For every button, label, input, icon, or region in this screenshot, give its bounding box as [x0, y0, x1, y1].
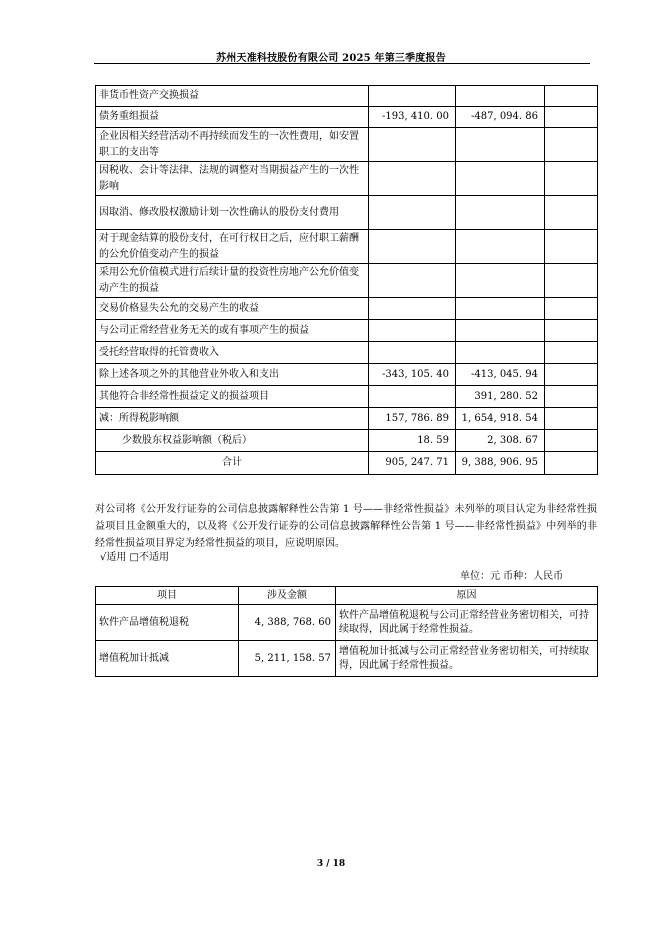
row-note — [545, 320, 598, 342]
row-note — [545, 430, 598, 452]
non-recurring-gains-table — [95, 85, 598, 475]
row-item: 非货币性资产交换损益 — [96, 86, 369, 107]
explanation-paragraph: 对公司将《公开发行证券的公司信息披露解释性公告第 1 号——非经常性损益》未列举的项目认定为非经常性损益项目且金额重大的，以及将《公开发行证券的公司信息披露解释性公告第 1 号——非经常性损益》中列举的非经常性损益项目界定为经常性损益的项目，应说明原因。 — [95, 504, 597, 549]
table-row — [96, 107, 598, 128]
row-value-ytd — [456, 230, 545, 264]
row-value-ytd — [456, 128, 545, 162]
table-row — [96, 430, 598, 452]
row-value-current: 157, 786. 89 — [369, 408, 456, 430]
table-row — [96, 128, 598, 162]
row-note — [545, 342, 598, 364]
header-reason: 原因 — [336, 587, 598, 605]
total-label: 合计 — [96, 452, 369, 475]
row-item: 除上述各项之外的其他营业外收入和支出 — [96, 364, 369, 386]
table-row — [96, 641, 598, 677]
row-item: 受托经营取得的托管费收入 — [96, 342, 369, 364]
row-value-ytd — [456, 86, 545, 107]
row-value-ytd — [456, 298, 545, 320]
row-amount: 4, 388, 768. 60 — [239, 605, 336, 641]
row-note — [545, 196, 598, 230]
table-header-row — [96, 587, 598, 605]
recurring-classification-table — [95, 586, 598, 677]
row-note — [545, 230, 598, 264]
row-value-ytd: -487, 094. 86 — [456, 107, 545, 128]
row-note — [545, 86, 598, 107]
row-note — [545, 264, 598, 298]
row-note — [545, 298, 598, 320]
row-value-ytd: -413, 045. 94 — [456, 364, 545, 386]
table-row — [96, 162, 598, 196]
row-note — [545, 386, 598, 408]
row-value-ytd — [456, 162, 545, 196]
row-value-current — [369, 230, 456, 264]
row-item: 其他符合非经常性损益定义的损益项目 — [96, 386, 369, 408]
row-item: 企业因相关经营活动不再持续而发生的一次性费用，如安置职工的支出等 — [96, 128, 369, 162]
row-item: 交易价格显失公允的交易产生的收益 — [96, 298, 369, 320]
table-row — [96, 230, 598, 264]
total-value-current: 905, 247. 71 — [369, 452, 456, 475]
row-value-current — [369, 162, 456, 196]
row-item: 增值税加计抵减 — [96, 641, 239, 677]
table-row — [96, 342, 598, 364]
row-value-current: -193, 410. 00 — [369, 107, 456, 128]
page-number: 3 / 18 — [316, 859, 346, 869]
row-value-current — [369, 128, 456, 162]
total-row — [96, 452, 598, 475]
table-row — [96, 264, 598, 298]
row-item: 债务重组损益 — [96, 107, 369, 128]
row-item: 减：所得税影响额 — [96, 408, 369, 430]
row-item: 与公司正常经营业务无关的或有事项产生的损益 — [96, 320, 369, 342]
row-value-current — [369, 320, 456, 342]
row-value-ytd — [456, 320, 545, 342]
row-value-current — [369, 86, 456, 107]
row-value-ytd: 1, 654, 918. 54 — [456, 408, 545, 430]
table-row — [96, 364, 598, 386]
row-value-current: 18. 59 — [369, 430, 456, 452]
row-item: 因取消、修改股权激励计划一次性确认的股份支付费用 — [96, 196, 369, 230]
row-note — [545, 162, 598, 196]
total-value-ytd: 9, 388, 906. 95 — [456, 452, 545, 475]
row-reason: 增值税加计抵减与公司正常经营业务密切相关，可持续取得，因此属于经常性损益。 — [336, 641, 598, 677]
row-amount: 5, 211, 158. 57 — [239, 641, 336, 677]
row-note — [545, 452, 598, 475]
row-item: 采用公允价值模式进行后续计量的投资性房地产公允价值变动产生的损益 — [96, 264, 369, 298]
table-row — [96, 605, 598, 641]
row-value-ytd: 391, 280. 52 — [456, 386, 545, 408]
row-value-current — [369, 386, 456, 408]
row-item: 因税收、会计等法律、法规的调整对当期损益产生的一次性影响 — [96, 162, 369, 196]
row-reason: 软件产品增值税退税与公司正常经营业务密切相关，可持续取得，因此属于经常性损益。 — [336, 605, 598, 641]
row-value-current — [369, 342, 456, 364]
row-note — [545, 364, 598, 386]
row-value-ytd: 2, 308. 67 — [456, 430, 545, 452]
report-header-title: 苏州天准科技股份有限公司 2025 年第三季度报告 — [216, 53, 446, 64]
table-row — [96, 320, 598, 342]
table-row — [96, 386, 598, 408]
header-amount: 涉及金额 — [239, 587, 336, 605]
row-value-current: -343, 105. 40 — [369, 364, 456, 386]
row-value-current — [369, 196, 456, 230]
table-row — [96, 298, 598, 320]
table-row — [96, 196, 598, 230]
header-divider — [94, 63, 590, 64]
table-row — [96, 408, 598, 430]
applicable-indicator: √适用 □不适用 — [100, 552, 169, 563]
row-note — [545, 408, 598, 430]
row-note — [545, 128, 598, 162]
row-value-current — [369, 264, 456, 298]
header-item: 项目 — [96, 587, 239, 605]
row-item: 少数股东权益影响额（税后） — [96, 430, 369, 452]
row-value-ytd — [456, 264, 545, 298]
row-note — [545, 107, 598, 128]
row-value-current — [369, 298, 456, 320]
row-value-ytd — [456, 342, 545, 364]
table-row — [96, 86, 598, 107]
row-item: 对于现金结算的股份支付，在可行权日之后，应付职工薪酬的公允价值变动产生的损益 — [96, 230, 369, 264]
row-value-ytd — [456, 196, 545, 230]
row-item: 软件产品增值税退税 — [96, 605, 239, 641]
unit-currency-label: 单位：元 币种：人民币 — [460, 571, 564, 582]
